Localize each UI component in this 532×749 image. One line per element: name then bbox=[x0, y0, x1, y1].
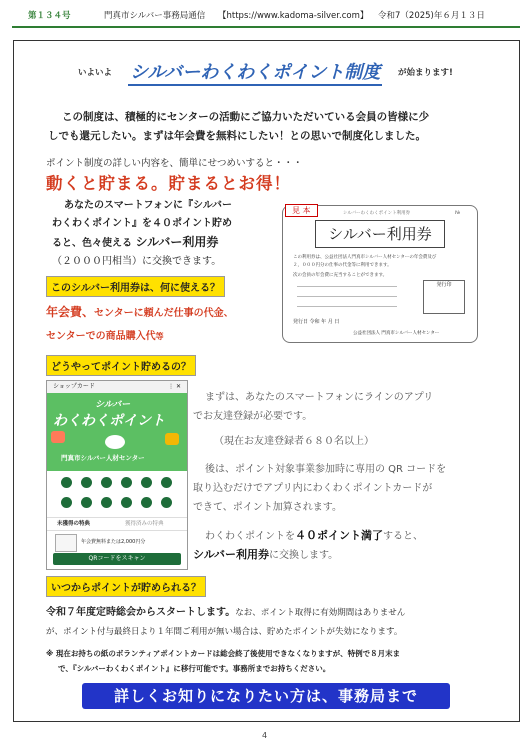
exchange-line-3 bbox=[52, 233, 282, 253]
summary-line: ポイント制度の詳しい内容を、簡単にせつめいすると・・・ bbox=[46, 158, 303, 169]
how-p4-c: すると、 bbox=[383, 531, 423, 542]
ticket-title: シルバー利用券 bbox=[315, 220, 445, 248]
website-url[interactable]: 【https://www.kadoma-silver.com】 bbox=[218, 11, 369, 21]
stamp-coin-icon bbox=[141, 497, 152, 508]
ticket-sample bbox=[282, 205, 478, 343]
how-p5 bbox=[193, 545, 338, 565]
ticket-header: シルバーわくわくポイント利用券 bbox=[343, 211, 411, 216]
how-text bbox=[193, 388, 495, 426]
stamp-coin-icon bbox=[81, 497, 92, 508]
ticket-no: № bbox=[455, 210, 461, 216]
exchange-block bbox=[52, 197, 282, 271]
phone-stamp-grid bbox=[47, 471, 187, 517]
stamp-coin-icon bbox=[141, 477, 152, 488]
when-line-2: が、ポイント付与最終日より１年間ご利用が無い場合は、貯めたポイントが失効になります。 bbox=[46, 627, 403, 637]
use-line-2a: センターでの商品購入代 bbox=[46, 331, 156, 342]
sun-icon bbox=[165, 433, 179, 445]
header-rule bbox=[12, 26, 520, 28]
intro-line-1: この制度は、積極的にセンターの活動にご協力いただいている会員の皆様に少 bbox=[62, 111, 430, 123]
exchange-line-4: （２０００円相当）に交換できます。 bbox=[52, 256, 222, 267]
phone-topbar bbox=[47, 381, 187, 393]
how-p3 bbox=[193, 460, 493, 517]
stamp-coin-icon bbox=[121, 497, 132, 508]
issue-stamp-box bbox=[423, 280, 465, 314]
tab-unclaimed[interactable]: 未獲得の特典 bbox=[57, 521, 91, 527]
exchange-line-3a: ると、色々使える bbox=[52, 238, 136, 249]
use-line-2 bbox=[46, 327, 164, 342]
phone-tabs bbox=[47, 517, 187, 531]
contact-banner bbox=[82, 683, 450, 709]
how-p5-b: に交換します。 bbox=[268, 550, 339, 561]
section-how-badge: どうやってポイント貯めるの？ bbox=[46, 355, 196, 376]
note-line-1: ※ 現在お持ちの紙のボランティアポイントカードは総会終了後使用できなくなりますが、特例で８月末ま bbox=[46, 649, 401, 658]
ticket-line-2 bbox=[297, 296, 397, 297]
headline: 動くと貯まる。貯まるとお得！ bbox=[46, 174, 291, 193]
issue-date: 令和7（2025)年６月１３日 bbox=[378, 11, 485, 21]
exchange-highlight: シルバー利用券 bbox=[135, 235, 219, 249]
shop-card-label: ショップカード bbox=[53, 383, 95, 390]
stamp-coin-icon bbox=[161, 497, 172, 508]
note-line-2: で、『シルバーわくわくポイント』に移行可能です。事務所までお持ちください。 bbox=[58, 664, 331, 673]
issue-number: 第１３４号 bbox=[28, 11, 71, 21]
phone-center-name: 門真市シルバー人材センター bbox=[61, 454, 145, 462]
when-line-1b: なお、ポイント取得に有効期間はありません bbox=[235, 608, 406, 618]
how-p3-line3: できて、ポイント加算されます。 bbox=[193, 502, 342, 513]
ticket-body-2: ２，０００円分の仕事の代金等に利用できます。 bbox=[293, 263, 392, 268]
ticket-issuer: 公益社団法人 門真市シルバー人材センター bbox=[353, 331, 440, 336]
phone-screenshot bbox=[46, 380, 188, 570]
phone-reward-row bbox=[47, 531, 187, 553]
ticket-thumb-icon bbox=[55, 534, 77, 552]
section-when-badge: いつからポイントが貯められる？ bbox=[46, 576, 206, 597]
stamp-coin-icon bbox=[81, 477, 92, 488]
how-p5-a: シルバー利用券 bbox=[193, 548, 269, 561]
use-line-1 bbox=[46, 303, 234, 320]
ticket-body-3: 次の会員の年会費に充当することができます。 bbox=[293, 273, 388, 278]
qr-scan-button[interactable]: QRコードをスキャン bbox=[53, 553, 181, 565]
how-p3-line1: 後は、ポイント対象事業参加時に専用の QR コードを bbox=[205, 464, 447, 475]
use-line-1a: 年会費、 bbox=[46, 305, 95, 319]
use-line-2b: 等 bbox=[155, 332, 164, 341]
ticket-line-3 bbox=[297, 306, 397, 307]
phone-card-title: わくわくポイント bbox=[53, 413, 165, 429]
phone-silver: シルバー bbox=[95, 400, 131, 410]
section-use-badge: このシルバー利用券は、何に使える？ bbox=[46, 276, 225, 297]
exchange-line-1-text: あなたのスマートフォンに『シルバー bbox=[64, 200, 233, 211]
exchange-line-2: わくわくポイント』を４０ポイント貯め bbox=[52, 218, 232, 229]
newsletter-title: 門真市シルバー事務局通信 bbox=[104, 11, 206, 21]
how-p1-line2: でお友達登録が必要です。 bbox=[193, 411, 313, 422]
stamp-coin-icon bbox=[121, 477, 132, 488]
phone-menu-icons[interactable]: ⋮ ✕ bbox=[168, 383, 181, 390]
when-line-1a: 令和７年度定時総会からスタートします。 bbox=[46, 607, 236, 618]
how-p2: （現在お友達登録者６８０名以上） bbox=[214, 436, 374, 447]
use-line-1b: センターに頼んだ仕事の代金、 bbox=[94, 308, 234, 319]
ticket-body-1: この利用券は、公益社団法人門真市シルバー人材センターの年会費及び bbox=[293, 255, 437, 260]
when-line-1 bbox=[46, 603, 405, 618]
stamp-coin-icon bbox=[101, 497, 112, 508]
how-p4-b: ４０ポイント満了 bbox=[295, 529, 383, 542]
stamp-label: 発行印 bbox=[436, 282, 452, 288]
flower-icon bbox=[51, 431, 65, 443]
how-p3-line2: 取り込むだけでアプリ内にわくわくポイントカードが bbox=[193, 483, 433, 494]
intro-line-2: しでも還元したい。まずは年会費を無料にしたい！との思いで制度化しました。 bbox=[48, 130, 426, 142]
how-p4-a: わくわくポイントを bbox=[205, 531, 295, 542]
stamp-coin-icon bbox=[161, 477, 172, 488]
page-number: 4 bbox=[262, 731, 268, 740]
banner-pre: いよいよ bbox=[78, 68, 113, 78]
exchange-line-1 bbox=[52, 197, 282, 215]
phone-card-banner bbox=[47, 393, 187, 471]
sample-label: 見 本 bbox=[285, 204, 318, 217]
stamp-coin-icon bbox=[61, 477, 72, 488]
ticket-line-1 bbox=[297, 286, 397, 287]
stamp-coin-icon bbox=[61, 497, 72, 508]
stamp-coin-icon bbox=[101, 477, 112, 488]
how-p4 bbox=[205, 526, 423, 546]
how-p1-line1: まずは、あなたのスマートフォンにラインのアプリ bbox=[205, 392, 434, 403]
ticket-date-row: 発行日 令和 年 月 日 bbox=[293, 319, 340, 325]
reward-text: 年会費無料または2,000円分 bbox=[81, 539, 146, 545]
banner-post: が始まります! bbox=[398, 68, 453, 78]
tab-claimed[interactable]: 獲得済みの特典 bbox=[125, 521, 164, 527]
center-logo-icon bbox=[105, 435, 125, 449]
intro-paragraph bbox=[48, 108, 488, 146]
banner-title: シルバーわくわくポイント制度 bbox=[128, 58, 382, 86]
contact-banner-text: 詳しくお知りになりたい方は、事務局まで bbox=[113, 687, 418, 705]
